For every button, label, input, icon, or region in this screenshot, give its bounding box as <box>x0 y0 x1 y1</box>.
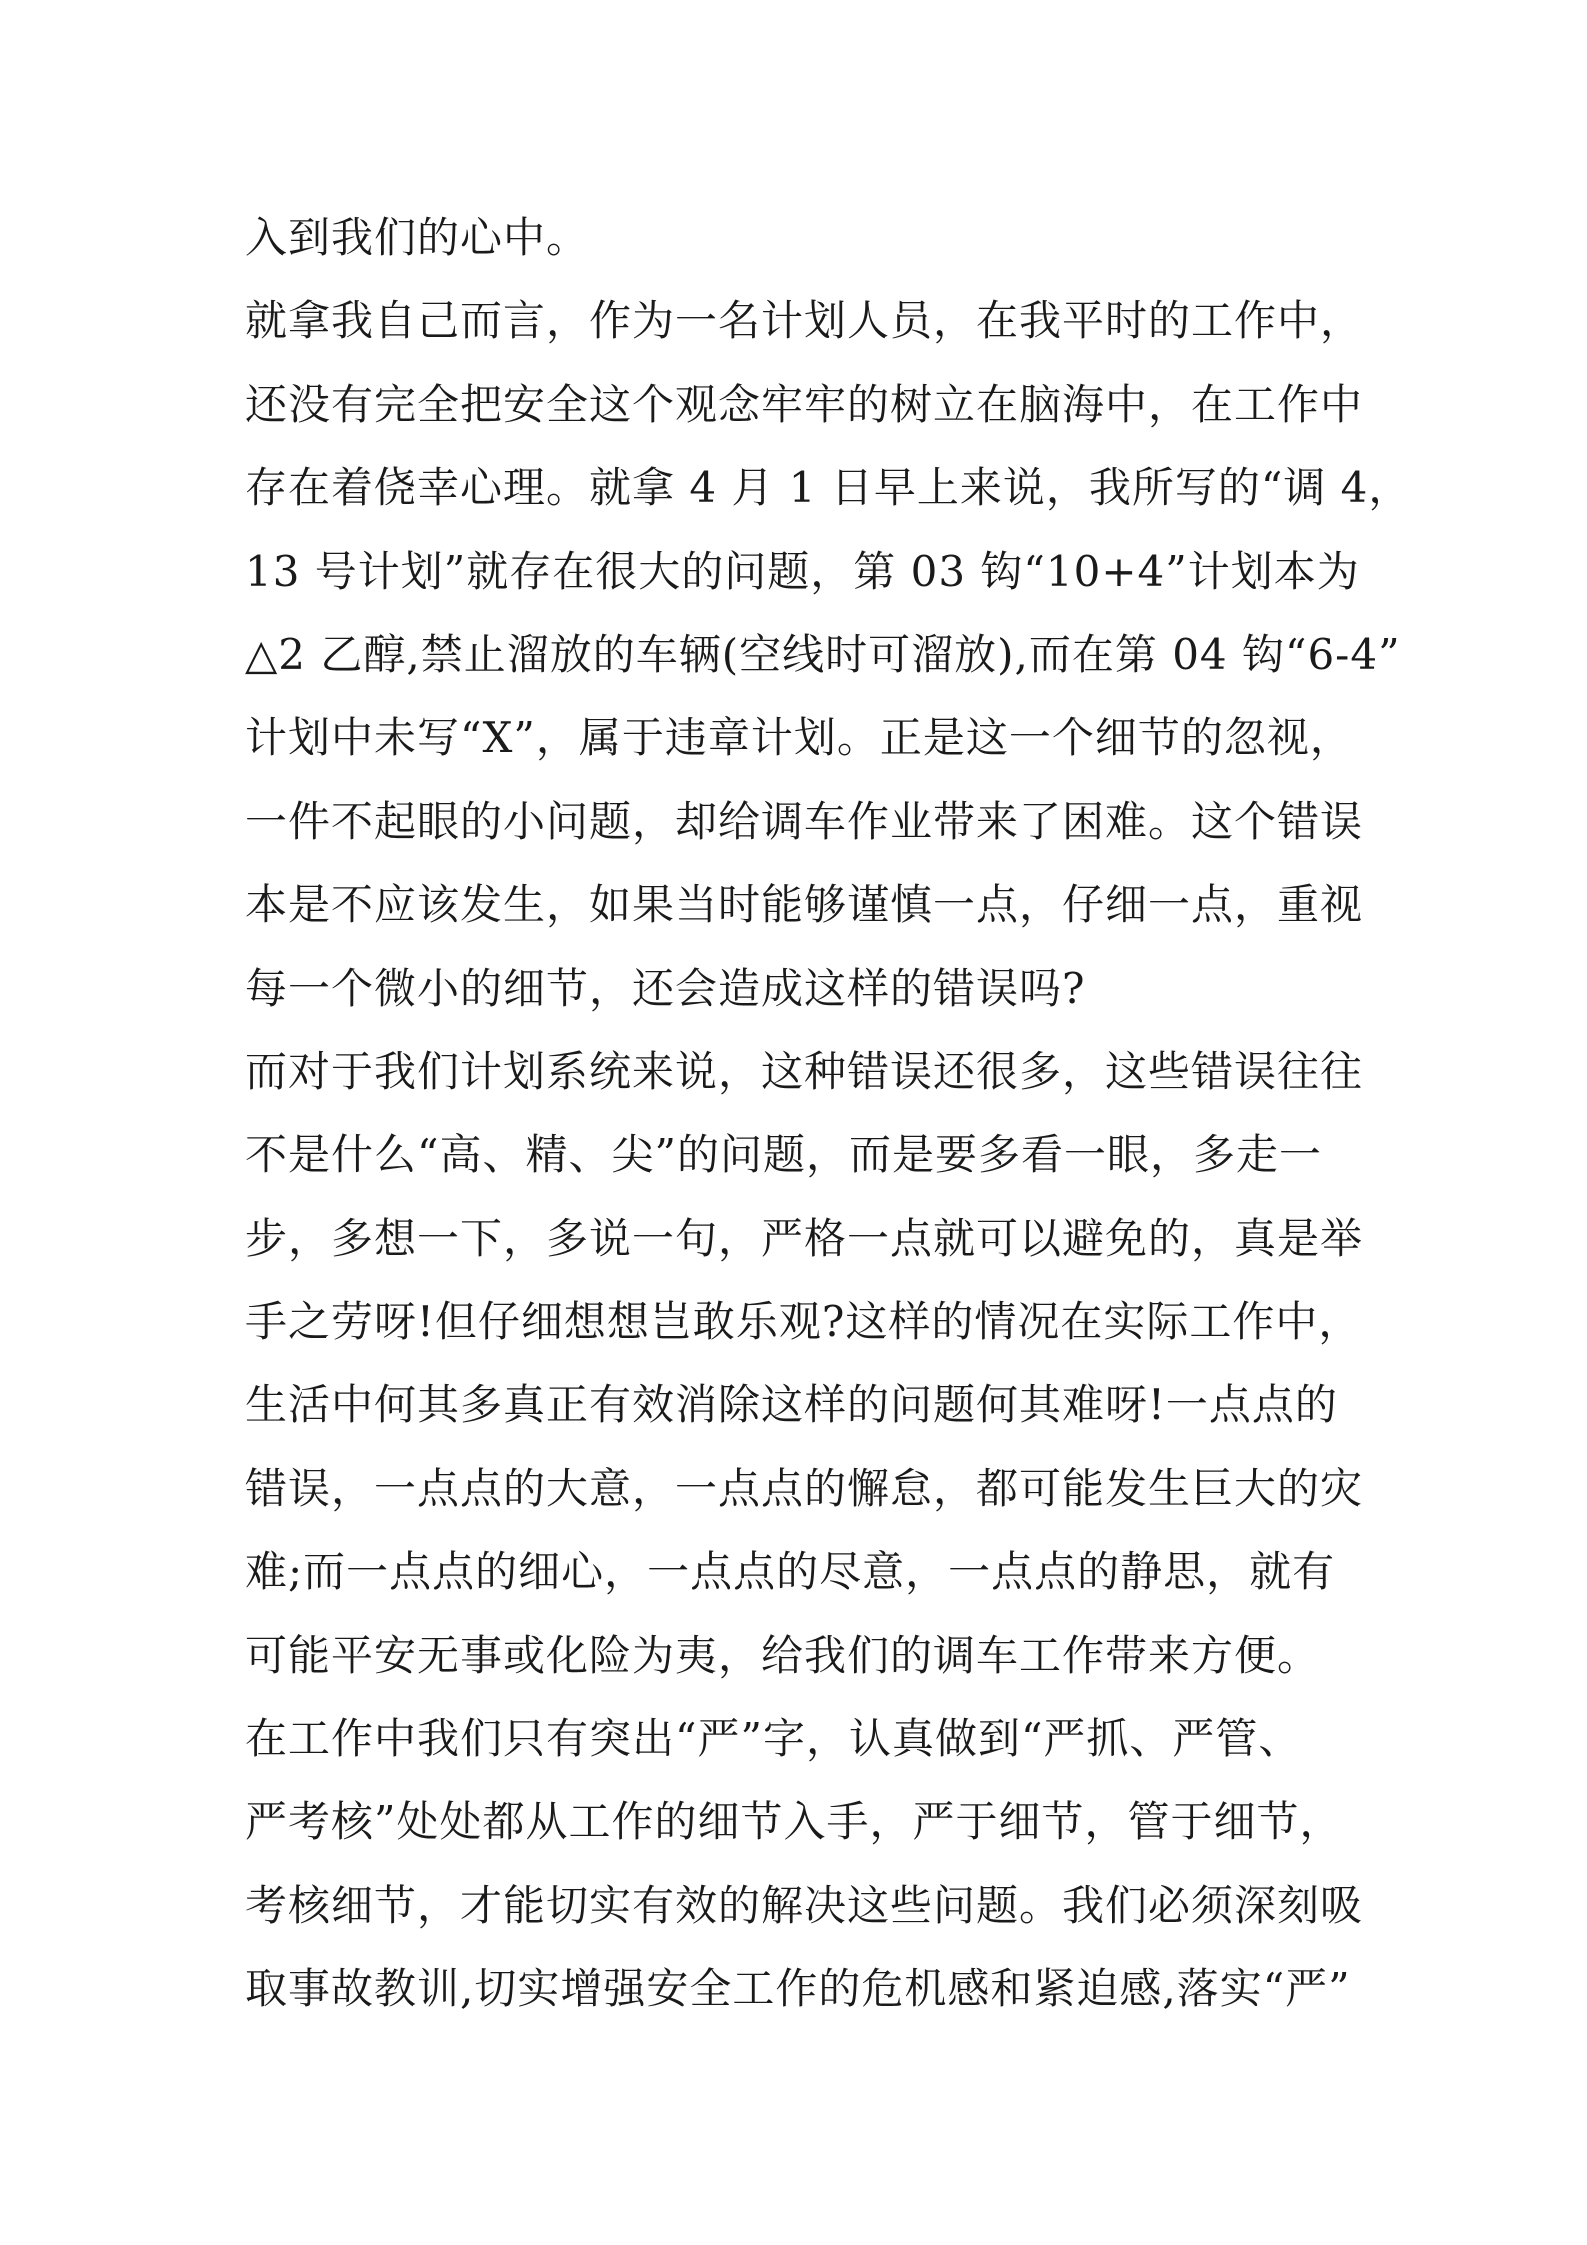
text-line: 手之劳呀!但仔细想想岂敢乐观?这样的情况在实际工作中， <box>245 1297 1362 1347</box>
text-line: 每一个微小的细节，还会造成这样的错误吗? <box>245 963 1086 1013</box>
text-line: 取事故教训,切实增强安全工作的危机感和紧迫感,落实“严” <box>245 1964 1351 2014</box>
text-line: 步，多想一下，多说一句，严格一点就可以避免的，真是举 <box>245 1213 1364 1263</box>
text-line: 一件不起眼的小问题，却给调车作业带来了困难。这个错误 <box>245 796 1364 846</box>
text-line: 13 号计划”就存在很大的问题，第 03 钩“10+4”计划本为 <box>245 546 1360 596</box>
text-line: 难;而一点点的细心，一点点的尽意，一点点的静思，就有 <box>245 1547 1336 1597</box>
text-line: 考核细节，才能切实有效的解决这些问题。我们必须深刻吸 <box>245 1880 1364 1930</box>
text-line: 还没有完全把安全这个观念牢牢的树立在脑海中，在工作中 <box>245 379 1364 429</box>
text-line: 严考核”处处都从工作的细节入手，严于细节，管于细节， <box>245 1797 1343 1847</box>
text-line: 在工作中我们只有突出“严”字，认真做到“严抓、严管、 <box>245 1714 1302 1764</box>
text-line: 就拿我自己而言，作为一名计划人员，在我平时的工作中， <box>245 296 1364 346</box>
text-line: 入到我们的心中。 <box>245 213 590 262</box>
text-line: 错误，一点点的大意，一点点的懈怠，都可能发生巨大的灾 <box>245 1463 1364 1513</box>
text-line: 生活中何其多真正有效消除这样的问题何其难呀!一点点的 <box>245 1380 1338 1430</box>
text-line: 本是不应该发生，如果当时能够谨慎一点，仔细一点，重视 <box>245 880 1364 930</box>
text-line: △2 乙醇,禁止溜放的车辆(空线时可溜放),而在第 04 钩“6-4” <box>245 629 1401 679</box>
text-line: 而对于我们计划系统来说，这种错误还很多，这些错误往往 <box>245 1046 1364 1096</box>
body-text <box>245 196 1412 2031</box>
text-line: 存在着侥幸心理。就拿 4 月 1 日早上来说，我所写的“调 4， <box>245 463 1412 513</box>
text-line: 不是什么“高、精、尖”的问题，而是要多看一眼，多走一 <box>245 1130 1322 1180</box>
text-line: 计划中未写“X”，属于违章计划。正是这一个细节的忽视， <box>245 713 1353 763</box>
text-line: 可能平安无事或化险为夷，给我们的调车工作带来方便。 <box>245 1630 1321 1680</box>
